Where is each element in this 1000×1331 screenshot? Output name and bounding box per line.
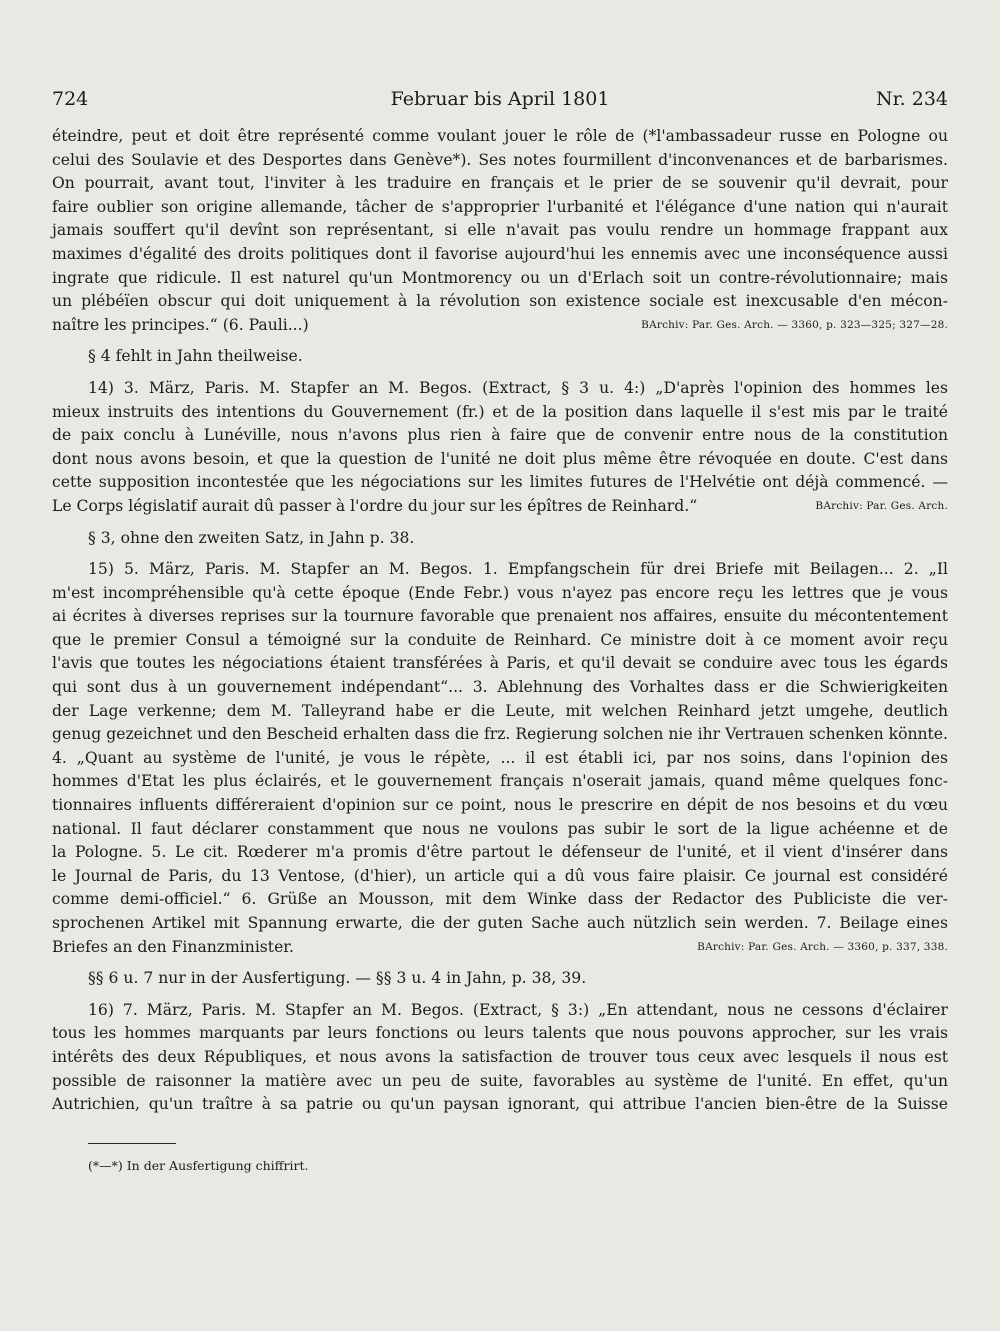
text-line: le Journal de Paris, du 13 Ventose, (d'hier), un article qui a dû vous faire plaisir. Ce journal est considéré: [52, 866, 948, 885]
text-line: l'avis que toutes les négociations étaient transférées à Paris, et qu'il devait se conduire avec tous les égards: [52, 654, 948, 673]
archive-reference: BArchiv: Par. Ges. Arch.: [815, 499, 948, 512]
text-line: naître les principes.“ (6. Pauli...): [52, 315, 309, 334]
text-line-with-source: [52, 495, 948, 519]
text-line: cette supposition incontestée que les négociations sur les limites futures de l'Helvétie ont déjà commencé. —: [52, 473, 948, 492]
text-line: que le premier Consul a témoigné sur la conduite de Reinhard. Ce ministre doit à ce moment avoir reçu: [52, 630, 948, 649]
text-line: hommes d'Etat les plus éclairés, et le gouvernement français n'oserait jamais, quand même quelques fonc-: [52, 772, 948, 791]
footnote-divider: [88, 1143, 176, 1144]
text-line: Autrichien, qu'un traître à sa patrie ou qu'un paysan ignorant, qui attribue l'ancien bien-être de la Suisse: [52, 1095, 948, 1114]
text-line: der Lage verkenne; dem M. Talleyrand habe er die Leute, mit welchen Reinhard jetzt umgehe, deutlich: [52, 701, 948, 720]
text-line: ingrate que ridicule. Il est naturel qu'un Montmorency ou un d'Erlach soit un contre-révolutionnaire; mais: [52, 268, 948, 287]
archive-reference: BArchiv: Par. Ges. Arch. — 3360, p. 323—325; 327—28.: [641, 318, 948, 331]
footnote: (*—*) In der Ausfertigung chiffrirt.: [88, 1158, 309, 1173]
text-line: faire oublier son origine allemande, tâcher de s'approprier l'urbanité et l'élégance d'une nation qui n'aurait: [52, 197, 948, 216]
text-line: de paix conclu à Lunéville, nous n'avons plus rien à faire que de convenir entre nous de la constitution: [52, 426, 948, 445]
text-line: m'est incompréhensible qu'à cette époque (Ende Febr.) vous n'ayez pas encore reçu les lettres que je vous: [52, 583, 948, 602]
text-line: jamais souffert qu'il devînt son représentant, si elle n'avait pas voulu rendre un hommage frappant aux: [52, 221, 948, 240]
editorial-note: § 3, ohne den zweiten Satz, in Jahn p. 38.: [88, 528, 415, 547]
text-line: Le Corps législatif aurait dû passer à l'ordre du jour sur les épîtres de Reinhard.“: [52, 496, 698, 515]
text-line: tous les hommes marquants par leurs fonctions ou leurs talents que nous pouvons approcher, sur les vrais: [52, 1024, 948, 1043]
text-line: dont nous avons besoin, et que la question de l'unité ne doit plus même être révoquée en doute. C'est dans: [52, 449, 948, 468]
text-line: 16) 7. März, Paris. M. Stapfer an M. Begos. (Extract, § 3:) „En attendant, nous ne cessons d'éclairer: [88, 1000, 948, 1019]
text-line: sprochenen Artikel mit Spannung erwarte, die der guten Sache auch nützlich sein werden. 7. Beilage eines: [52, 914, 948, 932]
text-line: celui des Soulavie et des Desportes dans Genève*). Ses notes fourmillent d'inconvenances et de barbarismes.: [52, 150, 948, 169]
text-line: maximes d'égalité des droits politiques dont il favorise aujourd'hui les ennemis avec une inconséquence aussi: [52, 244, 948, 263]
text-line: national. Il faut déclarer constamment que nous ne voulons pas subir le sort de la ligue achéenne et de: [52, 819, 948, 838]
text-line: possible de raisonner la matière avec un peu de suite, favorables au système de l'unité. En effet, qu'un: [52, 1071, 948, 1090]
text-line: mieux instruits des intentions du Gouvernement (fr.) et de la position dans laquelle il s'est mis par le traité: [52, 402, 948, 421]
editorial-note: §§ 6 u. 7 nur in der Ausfertigung. — §§ 3 u. 4 in Jahn, p. 38, 39.: [88, 969, 587, 988]
paragraph-gap: [52, 337, 948, 345]
entry-number: Nr. 234: [876, 88, 948, 110]
text-line: éteindre, peut et doit être représenté comme voulant jouer le rôle de (*l'ambassadeur russe en Pologne ou: [52, 127, 948, 145]
editorial-note: § 4 fehlt in Jahn theilweise.: [88, 347, 303, 366]
text-line: genug gezeichnet und den Bescheid erhalten dass die frz. Regierung solchen nie ihr Vertrauen schenken könnte.: [52, 725, 948, 744]
text-line: un plébéïen obscur qui doit uniquement à la révolution son existence sociale est inexcusable d'en mécon-: [52, 292, 948, 311]
text-line: comme demi-officiel.“ 6. Grüße an Mousson, mit dem Winke dass der Redactor des Publiciste die ver-: [52, 890, 948, 909]
paragraph-gap: [52, 519, 948, 527]
page-header: [52, 86, 948, 112]
main-text: [52, 125, 948, 1117]
running-title: Februar bis April 1801: [390, 88, 610, 110]
text-line: 15) 5. März, Paris. M. Stapfer an M. Begos. 1. Empfangschein für drei Briefe mit Beilagen... 2. „Il: [88, 560, 948, 579]
page-number: 724: [52, 88, 89, 110]
text-line: qui sont dus à un gouvernement indépendant“... 3. Ablehnung des Vorhaltes dass er die Schwierigkeiten: [52, 678, 948, 697]
paragraph-gap: [52, 550, 948, 558]
text-line: Briefes an den Finanzminister.: [52, 937, 294, 956]
text-line-with-source: [52, 936, 948, 960]
text-line: On pourrait, avant tout, l'inviter à les traduire en français et le prier de se souvenir qu'il devrait, pour: [52, 174, 948, 193]
paragraph-gap: [52, 369, 948, 377]
archive-reference: BArchiv: Par. Ges. Arch. — 3360, p. 337, 338.: [697, 940, 948, 953]
text-line: la Pologne. 5. Le cit. Rœderer m'a promis d'être partout le défenseur de l'unité, et il vient d'insérer dans: [52, 843, 948, 862]
paragraph-gap: [52, 991, 948, 999]
text-line: 14) 3. März, Paris. M. Stapfer an M. Begos. (Extract, § 3 u. 4:) „D'après l'opinion des hommes les: [88, 378, 948, 397]
text-line: 4. „Quant au système de l'unité, je vous le répète, ... il est établi ici, par nos soins, dans l'opinion des: [52, 748, 948, 767]
text-line: ai écrites à diverses reprises sur la tournure favorable que prenaient nos affaires, ensuite du mécontentement: [52, 607, 948, 626]
text-line-with-source: [52, 314, 948, 338]
text-line: intérêts des deux Républiques, et nous avons la satisfaction de trouver tous ceux avec lesquels il nous est: [52, 1047, 948, 1066]
text-line: tionnaires influents différeraient d'opinion sur ce point, nous le prescrire en dépit de nos besoins et du vœu: [52, 796, 948, 815]
paragraph-gap: [52, 959, 948, 967]
